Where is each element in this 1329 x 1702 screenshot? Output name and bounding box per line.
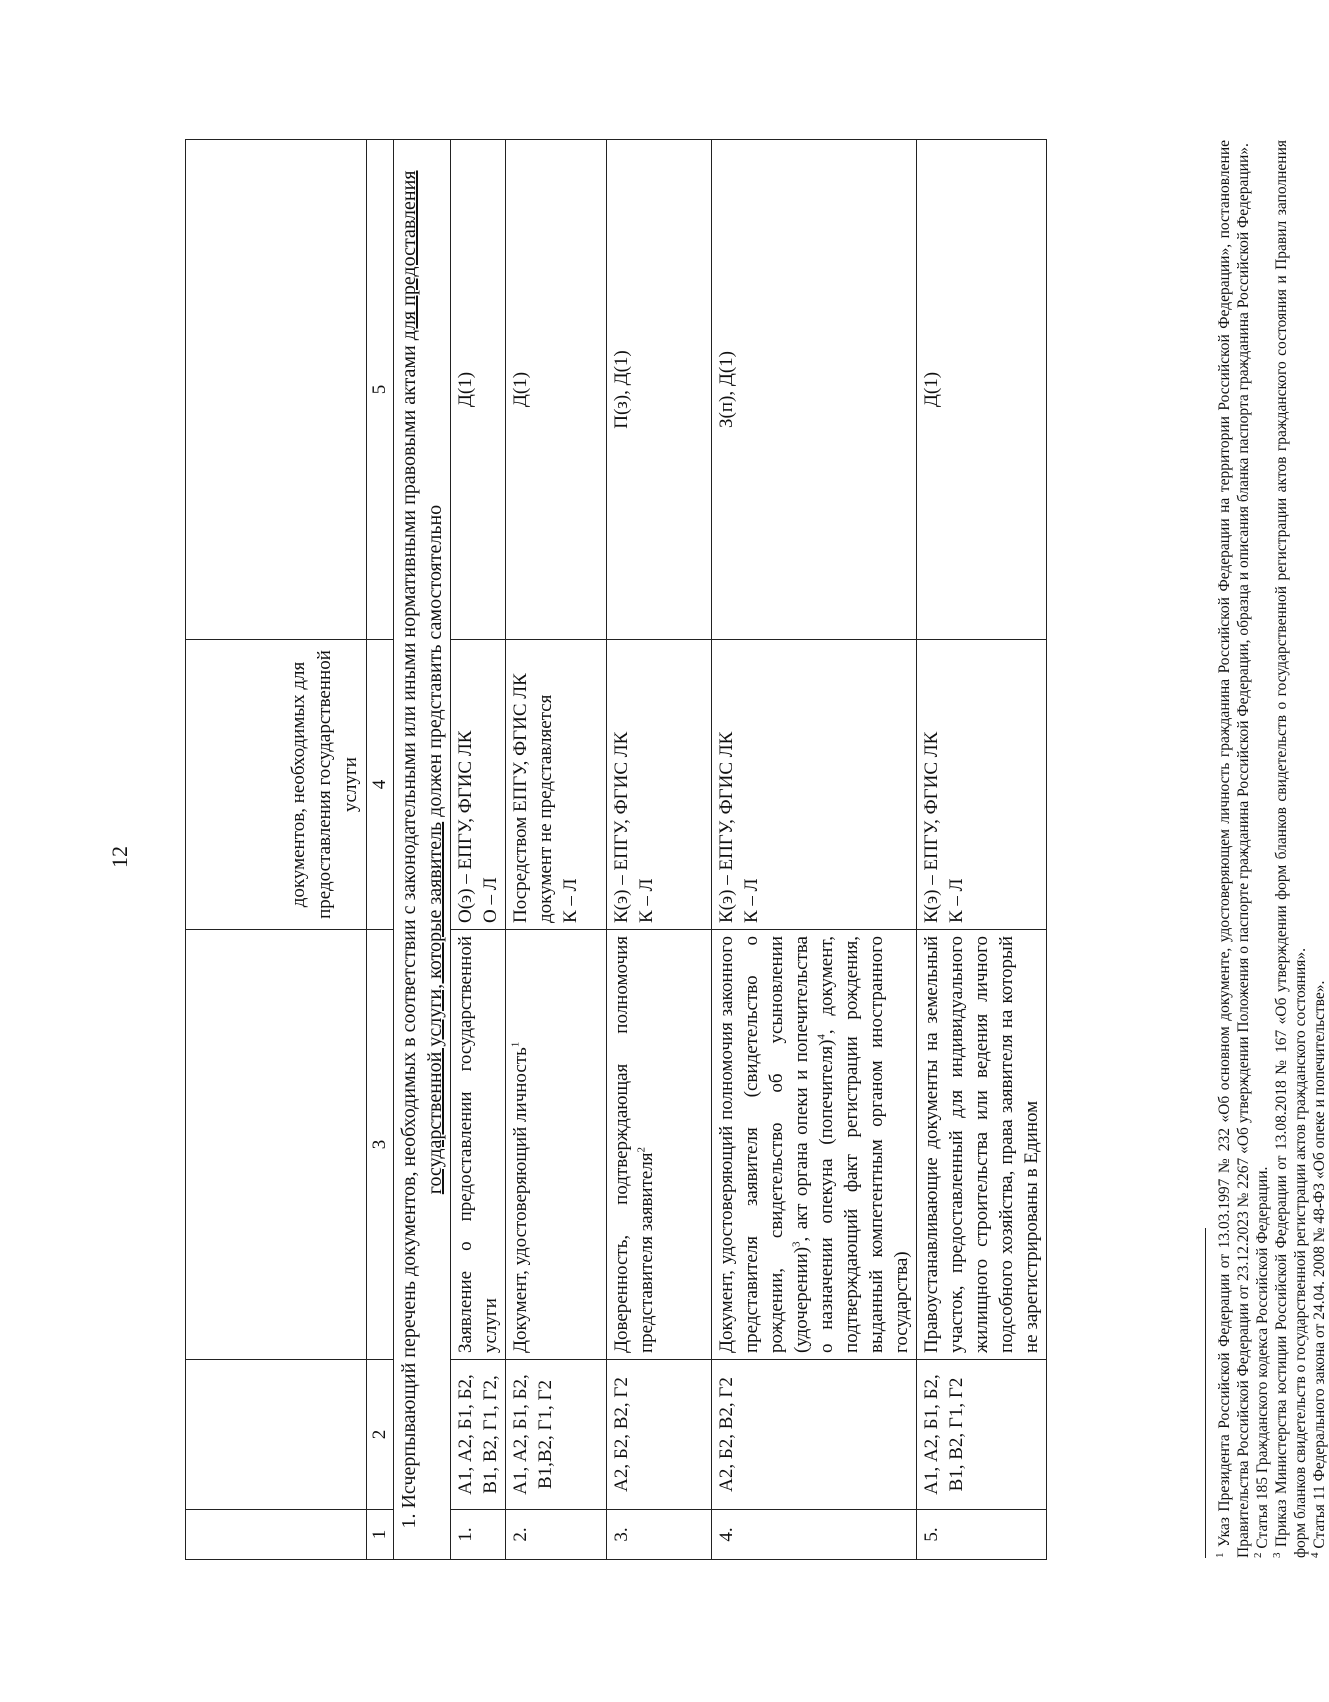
row-code: Д(1) [506, 140, 607, 640]
column-number: 4 [367, 640, 394, 930]
row-categories: А2, Б2, В2, Г2 [607, 1360, 712, 1510]
row-document-text: Документ, удостоверяющий личность [510, 1047, 531, 1353]
row-document [712, 930, 917, 1360]
row-document-text-cont: , акт органа опеки и попечительства о назначении опекуна (попечителя) [791, 936, 837, 1353]
row-document: Заявление о предоставлении государственной услуги [451, 930, 506, 1360]
row-method: К(э) – ЕПГУ, ФГИС ЛК К – Л [917, 640, 1047, 930]
row-document [506, 930, 607, 1360]
table-header-row [186, 140, 367, 1560]
row-categories: А1, А2, Б1, Б2, В1,В2, Г1, Г2 [506, 1360, 607, 1510]
footnote-ref: 2 [635, 1146, 648, 1153]
row-number: 4. [712, 1510, 917, 1560]
column-number: 3 [367, 930, 394, 1360]
header-cell-2 [186, 1360, 367, 1510]
footnote [1272, 140, 1310, 1558]
row-method: Посредством ЕПГУ, ФГИС ЛК документ не представляется К – Л [506, 640, 607, 930]
footnote-mark: 1 [1213, 1552, 1226, 1558]
row-code: Д(1) [917, 140, 1047, 640]
footnote-text: Статья 185 Гражданского кодекса Российской Федерации. [1254, 1166, 1271, 1553]
header-cell-5 [186, 140, 367, 640]
section-heading-underlined: для предоставления государственной услуги, которые заявитель [398, 170, 446, 1195]
header-cell-4: документов, необходимых для предоставления государственной услуги [186, 640, 367, 930]
column-numbers-row [367, 140, 394, 1560]
rotated-page-content [185, 140, 1328, 1560]
row-categories: А1, А2, Б1, Б2, В1, В2, Г1, Г2 [917, 1360, 1047, 1510]
row-categories: А1, А2, Б1, Б2, В1, В2, Г1, Г2, [451, 1360, 506, 1510]
footnotes [1215, 140, 1329, 1558]
row-code: П(з), Д(1) [607, 140, 712, 640]
row-method: О(э) – ЕПГУ, ФГИС ЛК О – Л [451, 640, 506, 930]
row-code: Д(1) [451, 140, 506, 640]
table-row [712, 140, 917, 1560]
page-number: 12 [107, 846, 132, 868]
row-number: 3. [607, 1510, 712, 1560]
row-document [607, 930, 712, 1360]
footnote-mark: 4 [1308, 1552, 1321, 1558]
row-document-text: Документ, удостоверяющий полномочия законного представителя заявителя (свидетельство о рождении, свидетельство об усыновлении (удочерении) [716, 936, 812, 1353]
row-method: К(э) – ЕПГУ, ФГИС ЛК К – Л [712, 640, 917, 930]
footnote-separator [1205, 1228, 1206, 1558]
row-document-text: Доверенность, подтверждающая полномочия представителя заявителя [611, 936, 657, 1353]
row-document: Правоустанавливающие документы на земельный участок, предоставленный для индивидуального жилищного строительства или ведения личного подсобного хозяйства, права заявителя на который не зарегистрированы в Едином [917, 930, 1047, 1360]
footnote-text: Приказ Министерства юстиции Российской Федерации от 13.08.2018 № 167 «Об утверждении форм бланков свидетельств о государственной регистрации актов гражданского состояния и Правил заполнения форм бланков свидетельств о государственной регистрации актов гражданского состояния». [1273, 140, 1309, 1558]
column-number: 5 [367, 140, 394, 640]
footnote-text: Указ Президента Российской Федерации от 13.03.1997 № 232 «Об основном документе, удостоверяющем личность гражданина Российской Федерации на территории Российской Федерации», постановление Правительства Российской Федерации от 23.12.2023 № 2267 «Об утверждении Положения о паспорте гражданина Российской Федерации, образца и описания бланка паспорта гражданина Российской Федерации». [1216, 140, 1252, 1558]
column-number: 1 [367, 1510, 394, 1560]
row-method: К(э) – ЕПГУ, ФГИС ЛК К – Л [607, 640, 712, 930]
row-number: 1. [451, 1510, 506, 1560]
footnote-ref: 3 [790, 1241, 803, 1247]
table-row [607, 140, 712, 1560]
footnote-text: Статья 11 Федерального закона от 24.04. 2008 № 48-ФЗ «Об опеке и попечительстве». [1311, 980, 1328, 1553]
footnote-ref: 4 [815, 1034, 828, 1040]
header-cell-1 [186, 1510, 367, 1560]
footnote-mark: 3 [1270, 1552, 1283, 1558]
section-heading-row [394, 140, 451, 1560]
row-number: 2. [506, 1510, 607, 1560]
footnote [1215, 140, 1253, 1558]
row-document-text-end: , документ, подтверждающий факт регистрации рождения, выданный компетентным органом иностранного государства) [816, 936, 912, 1353]
footnote [1310, 140, 1329, 1558]
table-row [506, 140, 607, 1560]
section-heading [394, 140, 451, 1560]
section-heading-text: 1. Исчерпывающий перечень документов, необходимых в соответствии с законодательными или иными нормативными правовыми актами [398, 340, 420, 1529]
footnote-ref: 1 [509, 1041, 522, 1048]
section-heading-text-end: должен представить самостоятельно [424, 504, 446, 822]
footnote [1253, 140, 1272, 1558]
table-row [917, 140, 1047, 1560]
row-categories: А2, Б2, В2, Г2 [712, 1360, 917, 1510]
row-number: 5. [917, 1510, 1047, 1560]
header-cell-3 [186, 930, 367, 1360]
footnote-mark: 2 [1251, 1552, 1264, 1558]
documents-table [185, 139, 1047, 1560]
row-code: З(п), Д(1) [712, 140, 917, 640]
column-number: 2 [367, 1360, 394, 1510]
table-row [451, 140, 506, 1560]
